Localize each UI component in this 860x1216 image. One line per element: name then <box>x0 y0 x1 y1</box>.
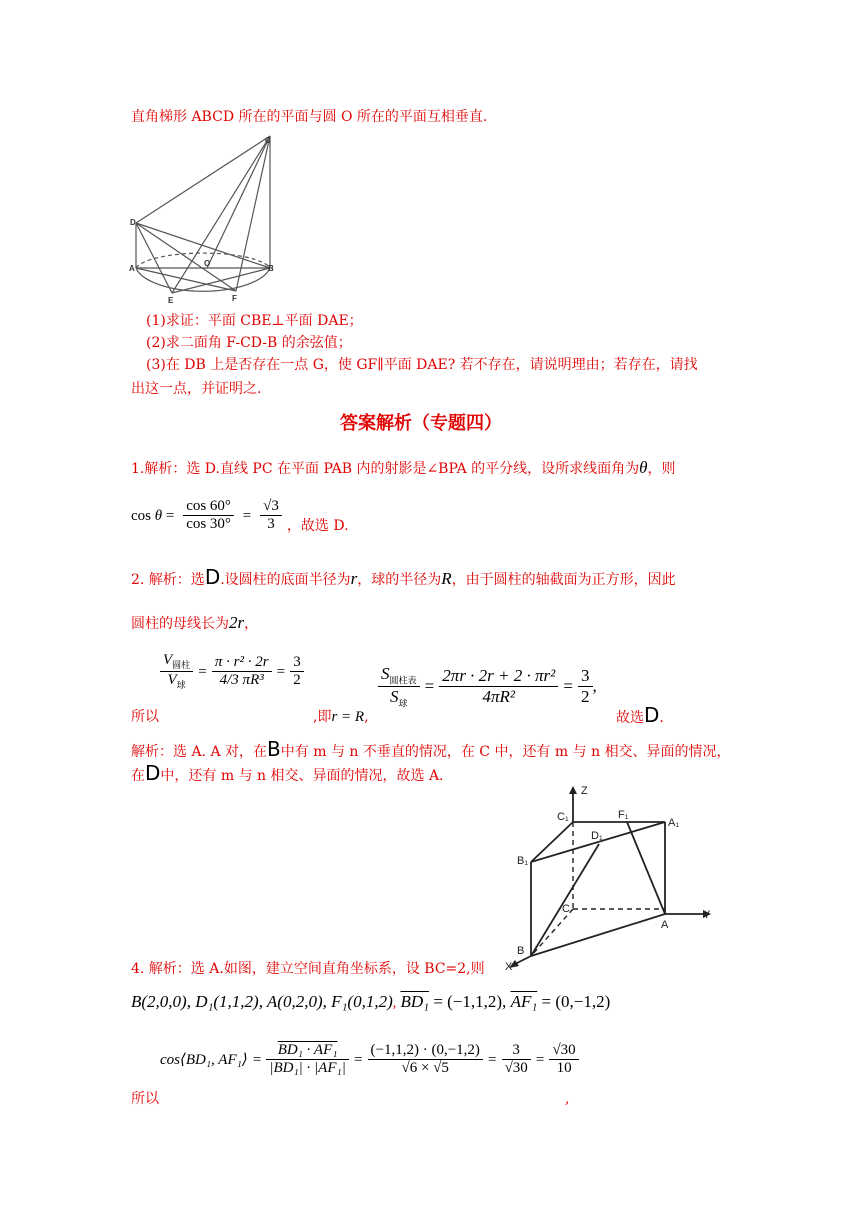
value-2r: 2r <box>229 613 245 632</box>
guxuan-d <box>616 703 664 727</box>
f1-den: |BD₁| · |AF₁| <box>269 1060 346 1076</box>
label-d: D <box>130 218 136 227</box>
cos-label: cos <box>131 508 151 524</box>
answer-3-line-2 <box>131 761 444 785</box>
fraction-denominator: cos 30° <box>186 516 231 532</box>
suoyi-label: 所以 <box>131 709 159 725</box>
s-comma: , <box>592 676 597 696</box>
answer-4-coordinates <box>131 992 610 1013</box>
question-3-cont: 出这一点，并证明之. <box>131 381 262 397</box>
coord-comma: , <box>392 996 397 1011</box>
a3-text-b: 中有 m 与 n 不垂直的情况，在 C 中，还有 m 与 n 相交、异面的情况， <box>280 744 731 760</box>
axis-z: Z <box>581 785 588 797</box>
label-f1: F₁ <box>618 809 629 821</box>
f3-den: √30 <box>504 1060 528 1076</box>
s-res-num: 3 <box>578 666 593 687</box>
a2-text-d: ，由于圆柱的轴截面为正方形，因此 <box>451 572 676 588</box>
end-comma: , <box>565 1091 570 1107</box>
surface-ratio-formula: $\frac{S_{圆柱表}}{S_球}$ = $\frac{\text{2πr · 2r + 2 · πr²}}{\text{4πR²}}$ = $\frac{3}{2}$ , <box>378 664 597 710</box>
f2-den: √6 × √5 <box>401 1060 449 1076</box>
s-symbol: S <box>381 664 390 683</box>
geometry-figure-cylinder <box>128 133 278 305</box>
comma: , <box>364 709 369 725</box>
cosine-frac-1 <box>266 1042 349 1077</box>
s-res-den: 2 <box>581 687 590 707</box>
theta: θ <box>154 508 163 524</box>
label-c-bottom: C <box>562 903 570 915</box>
answer-1-tail: ，则 <box>647 461 676 477</box>
a3-text-c: 在 <box>131 768 145 784</box>
result-numerator: √3 <box>260 498 282 516</box>
a2-text-b: .设圆柱的底面半径为 <box>220 572 351 588</box>
answer-2-line-2 <box>131 614 258 633</box>
s-sub-cylinder: 圆柱表 <box>389 675 417 686</box>
a3-text-d: 中，还有 m 与 n 相交、异面的情况，故选 A. <box>160 768 444 784</box>
answer-2-line-1 <box>131 565 676 589</box>
label-e: E <box>168 296 174 305</box>
fraction-cos-ratio <box>183 498 234 533</box>
f4-den: 10 <box>556 1060 572 1076</box>
guxuan-text: 故选 <box>616 710 644 726</box>
v-expr-num: π · r² · 2r <box>212 654 272 672</box>
fraction-result <box>260 498 282 533</box>
s-result <box>578 666 593 707</box>
v-ratio <box>160 652 193 691</box>
s-symbol-2: S <box>390 687 399 707</box>
s-expr-den: 4πR² <box>482 687 516 707</box>
answer-4-text: 4. 解析：选 A.如图，建立空间直角坐标系，设 BC=2,则 <box>131 961 485 977</box>
label-c1: C₁ <box>557 811 569 823</box>
cosine-frac-2 <box>368 1042 483 1077</box>
cosine-lhs: cos⟨BD₁, AF₁⟩ <box>160 1052 248 1068</box>
s-expression <box>439 666 558 707</box>
suoyi-label-4: 所以 <box>131 1091 159 1107</box>
choice-d-3: D <box>145 761 161 785</box>
vector-af1: AF₁ <box>510 992 538 1011</box>
theta-symbol: θ <box>639 458 648 477</box>
volume-ratio-formula: $\frac{V_{圆柱}}{V_球}$ = $\frac{\text{π · r² · 2r}}{\text{4/3 πR³}}$ = $\frac{3}{2}$ <box>160 652 304 691</box>
axis-x: X <box>505 961 513 973</box>
label-a-bottom: A <box>661 919 669 931</box>
answer-4-cosine-formula: cos⟨BD₁, AF₁⟩ = $\frac{\text{BD₁ · AF₁}}{\text{|BD₁| · |AF₁|}}$ = $\frac{(-1,1,2) \cdot (0,-1,2)}{√6 \times √5}$ = $\frac{3}{√30}$ = $\frac{√30}{10}$ <box>160 1042 579 1077</box>
question-1: (1)求证：平面 CBE⊥平面 DAE； <box>146 313 363 329</box>
choice-b: B <box>267 737 281 761</box>
label-b1: B₁ <box>517 855 529 867</box>
f3-num: 3 <box>502 1042 531 1060</box>
ji-text: ,即 <box>313 709 332 725</box>
a2-text-c: ，球的半径为 <box>357 572 442 588</box>
a2-text-f: ， <box>244 616 259 632</box>
vector-af1-value: = (0,−1,2) <box>541 992 611 1011</box>
r-equals-R: r = R <box>331 709 365 725</box>
intro-text: 直角梯形 ABCD 所在的平面与圆 O 所在的平面互相垂直. <box>131 109 488 125</box>
label-b-bottom: B <box>517 945 525 957</box>
vector-bd1: BD₁ <box>400 992 430 1011</box>
period: . <box>659 710 664 726</box>
answer-1-conclusion: ，故选 D. <box>286 518 349 534</box>
s-expr-num: 2πr · 2r + 2 · πr² <box>439 666 558 687</box>
question-2: (2)求二面角 F-CD-B 的余弦值； <box>146 335 352 351</box>
point-coordinates: B(2,0,0), D₁(1,1,2), A(0,2,0), F₁(0,1,2) <box>131 992 393 1011</box>
fraction-numerator: cos 60° <box>183 498 234 516</box>
geometry-figure-prism <box>505 784 720 974</box>
cosine-frac-4 <box>549 1042 578 1077</box>
choice-d-2: D <box>644 703 660 727</box>
f2-num: (−1,1,2) · (0,−1,2) <box>368 1042 483 1060</box>
symbol-r: r <box>350 569 358 588</box>
answer-1-main: 1.解析：选 D.直线 PC 在平面 PAB 内的射影是∠BPA 的平分线，设所求线面角为 <box>131 461 640 477</box>
cosine-frac-3 <box>502 1042 531 1077</box>
v-res-den: 2 <box>293 672 301 688</box>
label-f: F <box>232 294 237 303</box>
answer-1-text <box>131 459 676 478</box>
v-sub-cylinder: 圆柱 <box>172 660 191 670</box>
label-a: A <box>129 264 135 273</box>
result-denominator: 3 <box>267 516 275 532</box>
a2-text-a: 2. 解析：选 <box>131 572 205 588</box>
label-d1: D₁ <box>591 830 603 842</box>
answer-3-line-1 <box>131 737 731 761</box>
label-b: B <box>268 264 274 273</box>
ji-label <box>313 708 369 726</box>
v-sub-sphere: 球 <box>176 680 186 690</box>
label-c: C <box>265 136 271 145</box>
f1-num: BD₁ · AF₁ <box>266 1042 349 1060</box>
label-a1: A₁ <box>668 817 680 829</box>
v-symbol-2: V <box>167 672 177 688</box>
a3-text-a: 解析：选 A. A 对，在 <box>131 744 268 760</box>
cos-theta: cos θ = <box>131 508 179 524</box>
s-sub-sphere: 球 <box>398 698 408 709</box>
choice-d: D <box>204 565 221 589</box>
v-symbol: V <box>163 652 173 668</box>
f4-num: √30 <box>549 1042 578 1060</box>
axis-y: Y <box>703 909 711 921</box>
label-o: O <box>204 259 211 268</box>
s-ratio <box>378 664 420 710</box>
v-expression <box>212 654 272 689</box>
answer-1-formula: cos θ = $\frac{\cos 60^\circ}{\cos 30^\circ}$ = $\frac{√3}{3}$ ，故选 D. <box>131 498 349 534</box>
section-title: 答案解析（专题四） <box>340 413 502 434</box>
vector-bd1-value: = (−1,1,2), <box>433 992 507 1011</box>
a2-text-e: 圆柱的母线长为 <box>131 616 229 632</box>
v-res-num: 3 <box>290 654 304 672</box>
symbol-R: R <box>441 569 452 588</box>
v-result <box>290 654 304 689</box>
question-3: (3)在 DB 上是否存在一点 G，使 GF∥平面 DAE? 若不存在，请说明理由；若存在，请找 <box>146 357 698 373</box>
v-expr-den: 4/3 πR³ <box>219 672 264 688</box>
